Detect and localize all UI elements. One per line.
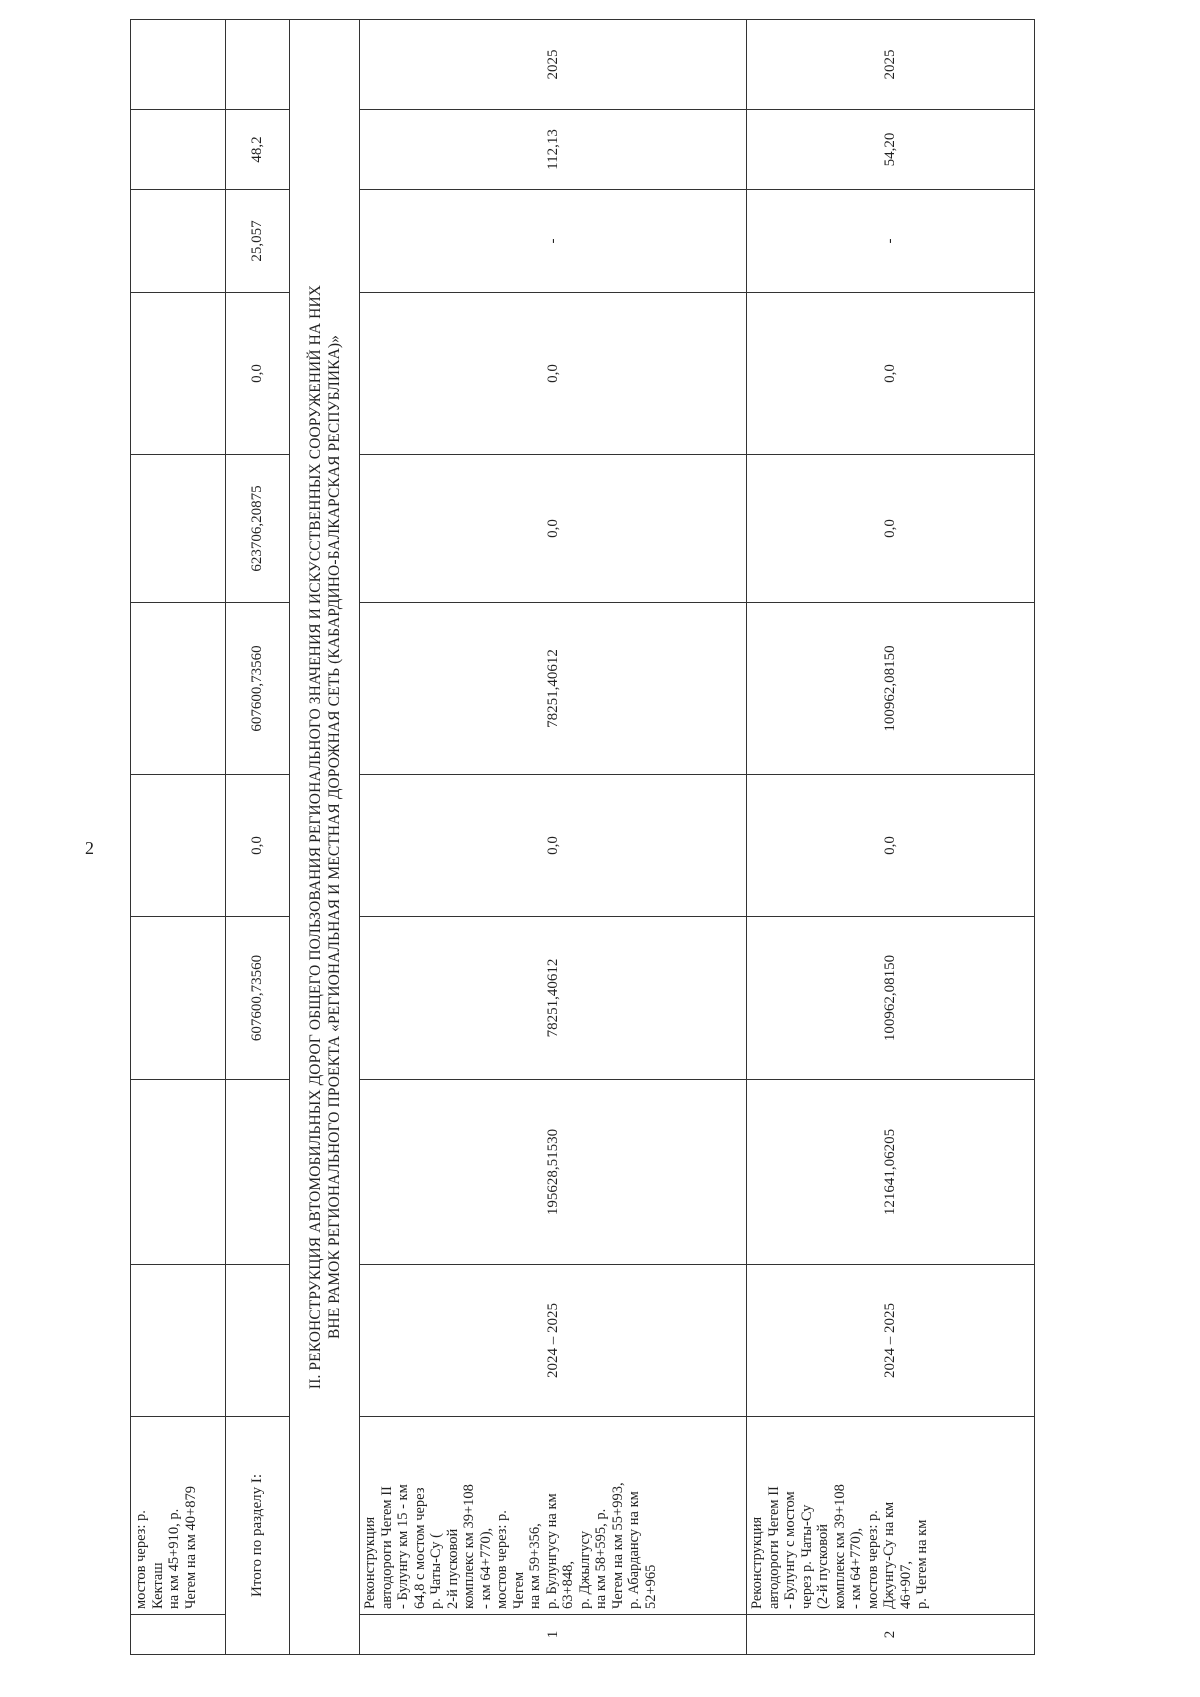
page-number: 2 [85, 838, 94, 858]
name-line: мостов через: р. [864, 1510, 881, 1609]
name-line: мостов через: р. [494, 1510, 511, 1609]
total-cell: 623706,20875 [226, 455, 290, 603]
name-line: р. Джылгусу [576, 1530, 593, 1609]
total-cell: 48,2 [226, 110, 290, 190]
section-title-row [290, 20, 360, 1655]
name-line: на км 58+595, р. [593, 1508, 610, 1609]
year-cell: 2025 [747, 20, 1035, 110]
value-cell: 195628,51530 [360, 1080, 747, 1265]
name-line: р. Чегем на км [914, 1519, 931, 1609]
name-line: Чегем [510, 1571, 527, 1609]
total-cell: 607600,73560 [226, 603, 290, 775]
total-cell: 607600,73560 [226, 917, 290, 1080]
name-line: комплекс км 39+108 [831, 1484, 848, 1609]
section-title-line: II. РЕКОНСТРУКЦИЯ АВТОМОБИЛЬНЫХ ДОРОГ ОБЩЕГО ПОЛЬЗОВАНИЯ РЕГИОНАЛЬНОГО ЗНАЧЕНИЯ И ИСКУССТВЕННЫХ СООРУЖЕНИЙ НА НИХ [306, 284, 324, 1390]
name-line: Чегем на км 40+879 [182, 1486, 199, 1609]
name-line: Реконструкция [749, 1516, 766, 1609]
value-cell: 100962,08150 [747, 603, 1035, 775]
value-cell: 78251,40612 [360, 917, 747, 1080]
rotated-document-table [130, 20, 1035, 1655]
name-line: 2-й пусковой [444, 1528, 461, 1609]
section-title-line: ВНЕ РАМОК РЕГИОНАЛЬНОГО ПРОЕКТА «РЕГИОНАЛЬНАЯ И МЕСТНАЯ ДОРОЖНАЯ СЕТЬ (КАБАРДИНО-БАЛКАРСКАЯ РЕСПУБЛИКА)» [325, 335, 343, 1340]
total-label: Итого по разделу I: [226, 1417, 290, 1655]
name-line: комплекс км 39+108 [461, 1484, 478, 1609]
object-name-cell [360, 1417, 747, 1615]
name-line: р. Булунгусу на км [543, 1493, 560, 1609]
name-line: р. Чаты-Су ( [428, 1533, 445, 1609]
name-line: через р. Чаты-Су [798, 1504, 815, 1609]
value-cell: 0,0 [747, 293, 1035, 455]
period-cell: 2024 – 2025 [360, 1265, 747, 1417]
name-line: р. Абардансу на км [626, 1491, 643, 1609]
value-cell: 0,0 [360, 775, 747, 917]
object-name-cell [131, 1417, 226, 1615]
value-cell: 54,20 [747, 110, 1035, 190]
value-cell: 100962,08150 [747, 917, 1035, 1080]
name-line: Чегем на км 55+993, [609, 1482, 626, 1609]
table-row [747, 20, 1035, 1655]
row-index: 2 [747, 1615, 1035, 1655]
value-cell: 0,0 [747, 455, 1035, 603]
section-title [290, 20, 360, 1655]
name-line: - Булунгу с мостом [782, 1491, 799, 1609]
name-line: автодороги Чегем II [765, 1486, 782, 1609]
name-line: (2-й пусковой [815, 1523, 832, 1609]
total-cell: 25,057 [226, 190, 290, 293]
total-row [226, 20, 290, 1655]
period-cell: 2024 – 2025 [747, 1265, 1035, 1417]
row-index-cell [131, 1615, 226, 1655]
object-name-cell [747, 1417, 1035, 1615]
year-cell: 2025 [360, 20, 747, 110]
name-line: - км 64+770), [477, 1527, 494, 1609]
value-cell: 0,0 [747, 775, 1035, 917]
total-cell: 0,0 [226, 293, 290, 455]
objects-table [130, 19, 1035, 1655]
value-cell: - [747, 190, 1035, 293]
value-cell: 0,0 [360, 293, 747, 455]
name-line: мостов через: р. [133, 1510, 149, 1609]
name-line: 52+965 [642, 1564, 659, 1609]
name-line: - км 64+770), [848, 1527, 865, 1609]
value-cell: - [360, 190, 747, 293]
name-line: - Булунгу км 15 - км [395, 1484, 412, 1609]
name-line: автодороги Чегем II [378, 1486, 395, 1609]
name-line: Джунгу-Су на км [881, 1501, 898, 1609]
name-line: Реконструкция [362, 1516, 379, 1609]
value-cell: 0,0 [360, 455, 747, 603]
value-cell: 112,13 [360, 110, 747, 190]
name-line: 63+848, [560, 1560, 577, 1609]
total-cell: 0,0 [226, 775, 290, 917]
value-cell: 121641,06205 [747, 1080, 1035, 1265]
name-line: Кекташ [149, 1562, 166, 1609]
name-line: 64,8 с мостом через [411, 1487, 428, 1609]
value-cell: 78251,40612 [360, 603, 747, 775]
table-row [360, 20, 747, 1655]
name-line: на км 45+910, р. [166, 1508, 182, 1609]
table-row [131, 20, 226, 1655]
name-line: 46+907, [897, 1560, 914, 1609]
row-index: 1 [360, 1615, 747, 1655]
name-line: на км 59+356, [527, 1523, 544, 1609]
total-cell [226, 20, 290, 110]
